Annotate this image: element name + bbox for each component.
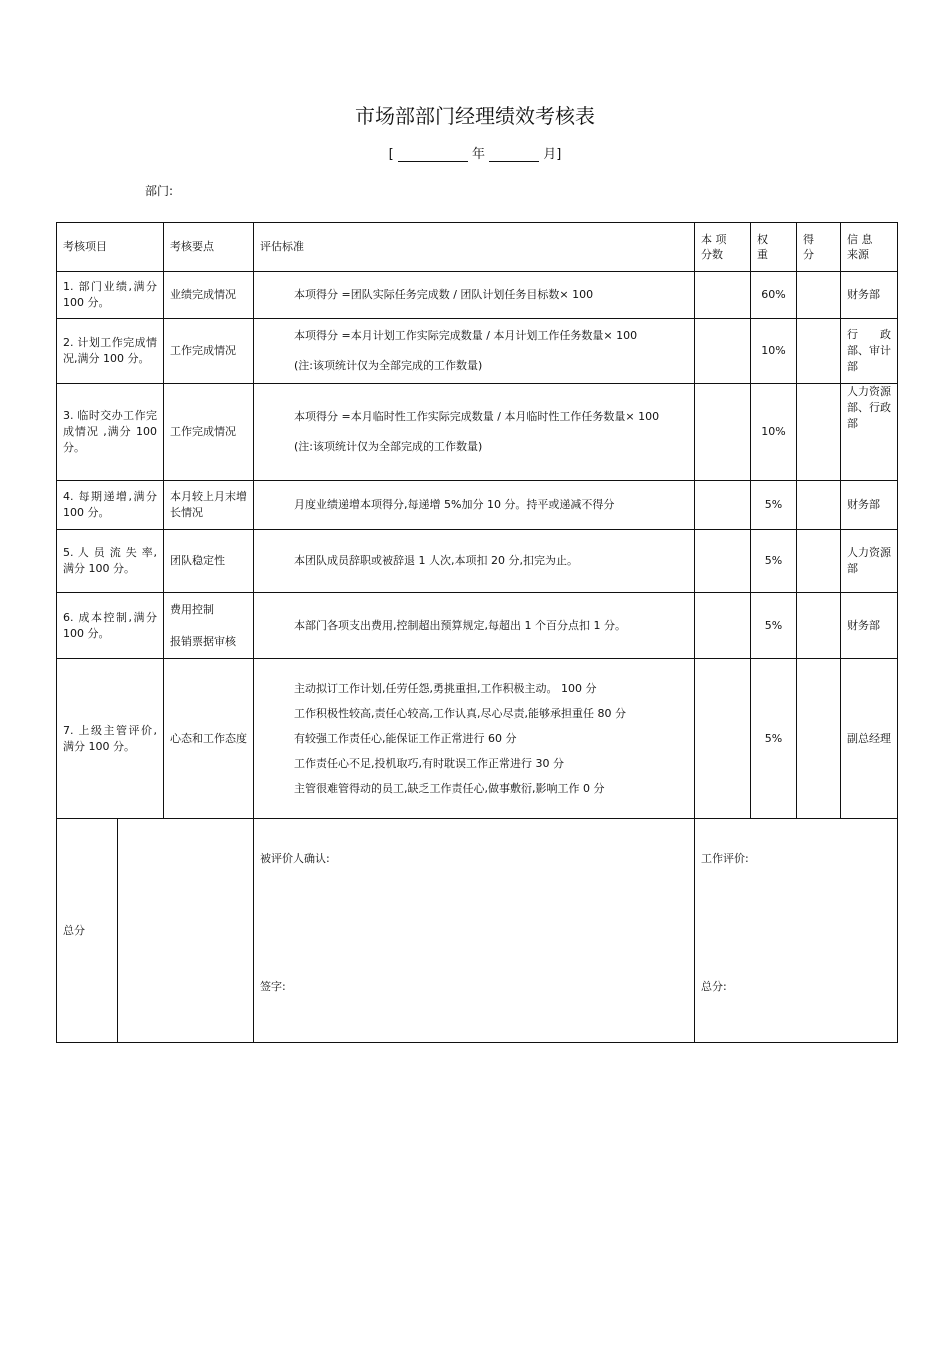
points-input-cell[interactable]: [797, 319, 841, 384]
weight-cell: 5%: [751, 659, 797, 819]
criteria-line: 月度业绩递增本项得分,每递增 5%加分 10 分。持平或递减不得分: [294, 498, 615, 511]
criteria-line: 本项得分 =团队实际任务完成数 / 团队计划任务目标数× 100: [294, 288, 594, 301]
header-row: [57, 223, 898, 272]
score-input-cell[interactable]: [695, 319, 751, 384]
table-row: [57, 481, 898, 530]
confirm-box[interactable]: [254, 819, 695, 1043]
criteria-cell: [254, 272, 695, 319]
criteria-cell: [254, 530, 695, 593]
page-title: 市场部部门经理绩效考核表: [355, 104, 595, 128]
criteria-line: 本部门各项支出费用,控制超出预算规定,每超出 1 个百分点扣 1 分。: [294, 618, 626, 632]
source-cell: 人力资源部: [841, 530, 898, 593]
item-cell: 3. 临时交办工作完成情况 ,满分 100 分。: [57, 384, 164, 481]
header-key: 考核要点: [164, 223, 254, 272]
points-input-cell[interactable]: [797, 593, 841, 659]
score-input-cell[interactable]: [695, 272, 751, 319]
weight-cell: 5%: [751, 481, 797, 530]
score-input-cell[interactable]: [695, 384, 751, 481]
table-row: [57, 530, 898, 593]
total-label: 总分: [57, 819, 118, 1043]
key-cell: 业绩完成情况: [164, 272, 254, 319]
header-score: 本 项 分数: [695, 223, 751, 272]
item-cell: 7. 上级主管评价,满分 100 分。: [57, 659, 164, 819]
table-row: [57, 659, 898, 819]
item-cell: 1. 部门业绩,满分 100 分。: [57, 272, 164, 319]
evaluation-box[interactable]: [695, 819, 898, 1043]
header-source: 信 息 来源: [841, 223, 898, 272]
criteria-cell: [254, 481, 695, 530]
year-blank-field[interactable]: [398, 147, 468, 162]
criteria-note: (注:该项统计仅为全部完成的工作数量): [294, 440, 483, 453]
total-score-input[interactable]: [118, 819, 254, 1043]
score-input-cell[interactable]: [695, 593, 751, 659]
weight-cell: 60%: [751, 272, 797, 319]
item-cell: 2. 计划工作完成情况,满分 100 分。: [57, 319, 164, 384]
table-row: [57, 593, 898, 659]
criteria-cell: [254, 384, 695, 481]
date-line: [0, 143, 950, 162]
weight-cell: 5%: [751, 530, 797, 593]
key-cell: 本月较上月末增长情况: [164, 481, 254, 530]
key-cell: 费用控制 报销票据审核: [164, 593, 254, 659]
header-weight: 权 重: [751, 223, 797, 272]
criteria-line: 本团队成员辞职或被辞退 1 人次,本项扣 20 分,扣完为止。: [294, 554, 578, 567]
score-input-cell[interactable]: [695, 481, 751, 530]
weight-cell: 5%: [751, 593, 797, 659]
key-cell: 工作完成情况: [164, 319, 254, 384]
points-input-cell[interactable]: [797, 481, 841, 530]
item-cell: 4. 每期递增,满分 100 分。: [57, 481, 164, 530]
source-cell: 副总经理: [841, 659, 898, 819]
source-cell: 财务部: [841, 481, 898, 530]
confirm-label: 被评价人确认:: [260, 852, 330, 865]
item-cell: 6. 成本控制,满分 100 分。: [57, 593, 164, 659]
summary-row: [57, 819, 898, 1043]
header-item: 考核项目: [57, 223, 164, 272]
item-cell: 5. 人 员 流 失 率,满分 100 分。: [57, 530, 164, 593]
key-cell: 工作完成情况: [164, 384, 254, 481]
sign-label: 签字:: [260, 980, 286, 993]
criteria-line: 工作责任心不足,投机取巧,有时耽误工作正常进行 30 分: [294, 756, 564, 770]
month-label: 月]: [543, 147, 562, 162]
score-input-cell[interactable]: [695, 659, 751, 819]
criteria-line: 本项得分 =本月计划工作实际完成数量 / 本月计划工作任务数量× 100: [294, 329, 638, 342]
department-label: 部门:: [145, 184, 174, 198]
criteria-line: 主动拟订工作计划,任劳任怨,勇挑重担,工作积极主动。 100 分: [294, 681, 597, 695]
month-blank-field[interactable]: [489, 147, 539, 162]
header-points: 得 分: [797, 223, 841, 272]
weight-cell: 10%: [751, 384, 797, 481]
source-cell: 财务部: [841, 272, 898, 319]
criteria-note: (注:该项统计仅为全部完成的工作数量): [294, 359, 483, 372]
criteria-line: 工作积极性较高,责任心较高,工作认真,尽心尽责,能够承担重任 80 分: [294, 706, 626, 720]
points-input-cell[interactable]: [797, 272, 841, 319]
criteria-cell: [254, 319, 695, 384]
date-open-bracket: [: [388, 147, 394, 162]
key-cell: 团队稳定性: [164, 530, 254, 593]
criteria-line: 有较强工作责任心,能保证工作正常进行 60 分: [294, 731, 517, 745]
source-cell: 行 政部、审计部: [841, 319, 898, 384]
year-label: 年: [471, 147, 485, 162]
table-row: [57, 272, 898, 319]
total-sign-label: 总分:: [701, 980, 727, 993]
criteria-cell: [254, 659, 695, 819]
evaluation-label: 工作评价:: [701, 852, 749, 865]
criteria-line: 本项得分 =本月临时性工作实际完成数量 / 本月临时性工作任务数量× 100: [294, 410, 660, 423]
assessment-table: [56, 222, 898, 1043]
source-cell: 财务部: [841, 593, 898, 659]
key-cell: 心态和工作态度: [164, 659, 254, 819]
source-cell: 人力资源部、行政部: [841, 384, 898, 481]
score-input-cell[interactable]: [695, 530, 751, 593]
weight-cell: 10%: [751, 319, 797, 384]
table-row: [57, 384, 898, 481]
criteria-line: 主管很难管得动的员工,缺乏工作责任心,做事敷衍,影响工作 0 分: [294, 781, 605, 795]
points-input-cell[interactable]: [797, 659, 841, 819]
points-input-cell[interactable]: [797, 530, 841, 593]
points-input-cell[interactable]: [797, 384, 841, 481]
criteria-cell: [254, 593, 695, 659]
table-row: [57, 319, 898, 384]
header-criteria: 评估标准: [254, 223, 695, 272]
